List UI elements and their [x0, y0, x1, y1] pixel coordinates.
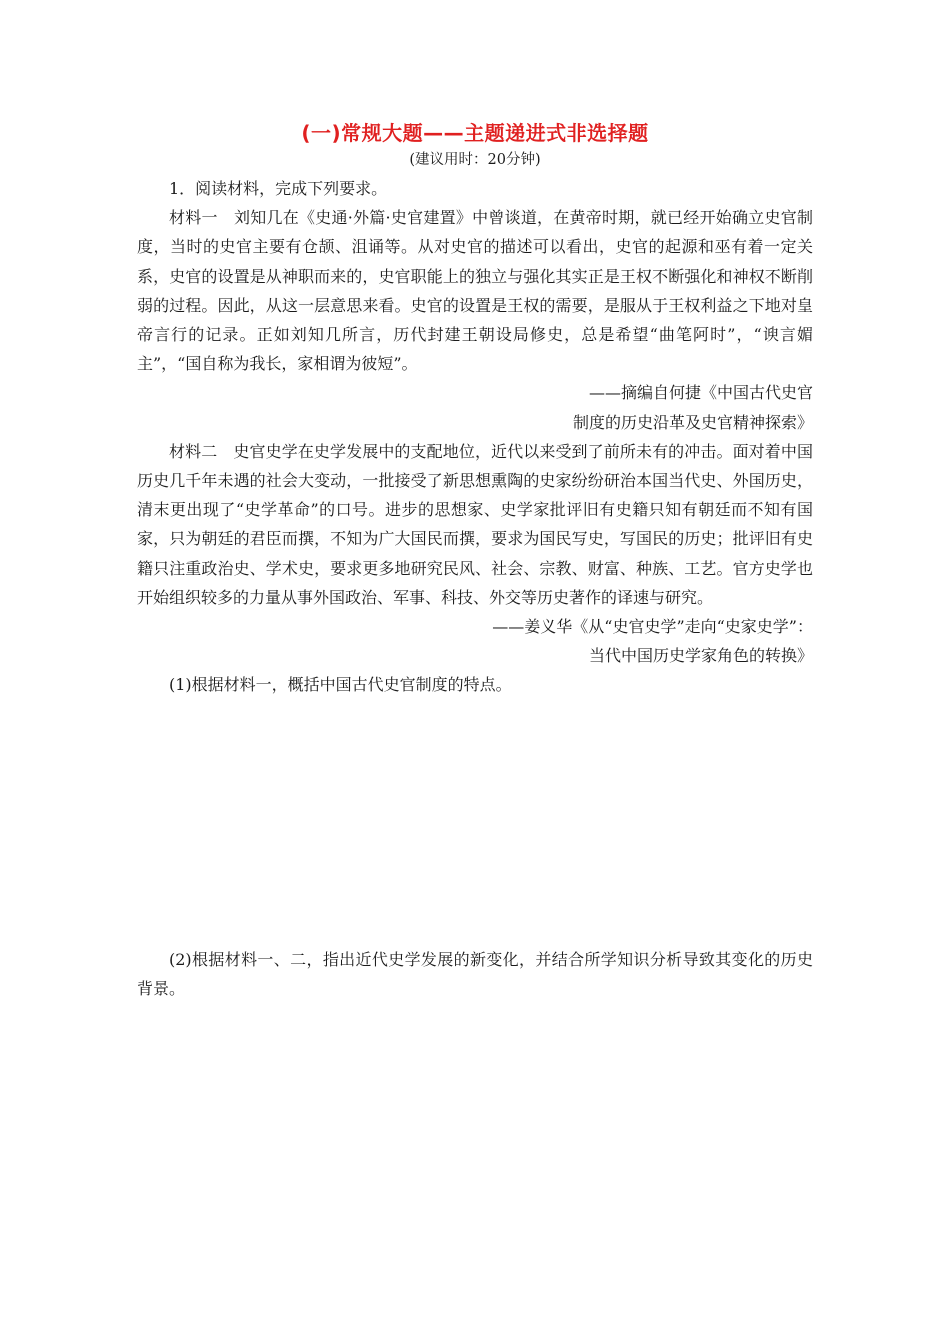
- question-intro: 1．阅读材料，完成下列要求。: [169, 179, 388, 198]
- material-one-source: [137, 378, 813, 436]
- material-two-text: 材料二 史官史学在史学发展中的支配地位，近代以来受到了前所未有的冲击。面对着中国历史几千年未遇的社会大变动，一批接受了新思想熏陶的史家纷纷研治本国当代史、外国历史，清末更出现了“史学革命”的口号。进步的思想家、史学家批评旧有史籍只知有朝廷而不知有国家，只为朝廷的君臣而撰，不知为广大国民而撰，要求为国民写史，写国民的历史；批评旧有史籍只注重政治史、学术史，要求更多地研究民风、社会、宗教、财富、种族、工艺。官方史学也开始组织较多的力量从事外国政治、军事、科技、外交等历史著作的译速与研究。: [137, 441, 813, 607]
- material-one-source-line2: 制度的历史沿革及史官精神探索》: [572, 412, 813, 432]
- material-one-text: 材料一 刘知几在《史通·外篇·史官建置》中曾谈道，在黄帝时期，就已经开始确立史官制度，当时的史官主要有仓颉、沮诵等。从对史官的描述可以看出，史官的起源和巫有着一定关系，史官的设置是从神职而来的，史官职能上的独立与强化其实正是王权不断强化和神权不断削弱的过程。因此，从这一层意思来看。史官的设置是王权的需要，是服从于王权利益之下地对皇帝言行的记录。正如刘知几所言，历代封建王朝设局修史，总是希望“曲笔阿时”，“谀言媚主”，“国自称为我长，家相谓为彼短”。: [137, 208, 813, 374]
- material-one-source-line1: ——摘编自何捷《中国古代史官: [588, 383, 813, 403]
- suggested-time: (建议用时：20分钟): [409, 152, 541, 168]
- answer-space-one: [137, 700, 813, 945]
- question-one: (1)根据材料一，概括中国古代史官制度的特点。: [169, 675, 512, 695]
- material-two-source-line2: 当代中国历史学家角色的转换》: [588, 646, 813, 666]
- material-two-source: [137, 612, 813, 670]
- page-title: (一)常规大题——主题递进式非选择题: [301, 121, 649, 145]
- document-page: [137, 118, 813, 1003]
- material-two-source-line1: ——姜义华《从“史官史学”走向“史家史学”：: [492, 617, 813, 637]
- question-two: (2)根据材料一、二，指出近代史学发展的新变化，并结合所学知识分析导致其变化的历史背景。: [137, 949, 813, 998]
